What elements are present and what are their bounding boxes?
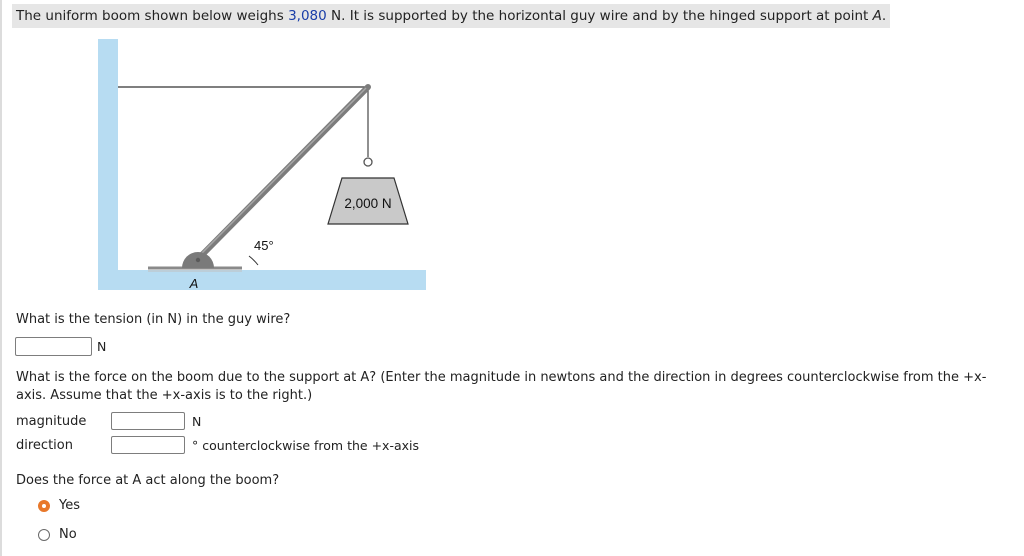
direction-label: direction xyxy=(16,438,73,453)
problem-text-middle: N. It is supported by the horizontal guy wire and by the hinged support at point xyxy=(326,8,873,24)
radio-no-label[interactable]: No xyxy=(59,527,77,542)
radio-yes-button[interactable] xyxy=(38,500,50,512)
along-boom-question: Does the force at A act along the boom? xyxy=(16,473,280,488)
problem-text-before: The uniform boom shown below weighs xyxy=(16,8,289,24)
boom-highlight xyxy=(198,88,366,257)
load-label: 2,000 N xyxy=(344,196,392,211)
direction-unit: ° counterclockwise from the +x-axis xyxy=(192,438,419,453)
tension-question: What is the tension (in N) in the guy wire? xyxy=(16,312,291,327)
angle-arc xyxy=(249,256,258,265)
angle-label: 45° xyxy=(254,238,274,253)
wall xyxy=(98,39,118,290)
problem-statement xyxy=(12,4,890,28)
problem-point-label: A xyxy=(872,8,882,24)
support-force-question-line1: What is the force on the boom due to the support at A? (Enter the magnitude in newtons and the direction in degrees counterclockwise from the +x- xyxy=(16,370,987,385)
boom-diagram xyxy=(96,36,428,294)
support-force-question-line2: axis. Assume that the +x-axis is to the right.) xyxy=(16,388,313,403)
tension-input[interactable] xyxy=(15,337,92,356)
problem-text-end: . xyxy=(881,8,887,24)
magnitude-input[interactable] xyxy=(111,412,185,430)
cable-hook xyxy=(364,158,372,166)
hinge-pin xyxy=(196,258,200,262)
boom xyxy=(196,87,368,261)
floor xyxy=(98,270,426,290)
magnitude-label: magnitude xyxy=(16,414,87,429)
radio-yes-label[interactable]: Yes xyxy=(59,498,80,513)
radio-no-button[interactable] xyxy=(38,529,50,541)
magnitude-unit: N xyxy=(192,414,202,429)
hinge-label: A xyxy=(189,276,199,291)
direction-input[interactable] xyxy=(111,436,185,454)
tension-unit: N xyxy=(97,339,107,354)
page-left-border xyxy=(0,0,2,556)
boom-weight-value: 3,080 xyxy=(288,8,327,24)
